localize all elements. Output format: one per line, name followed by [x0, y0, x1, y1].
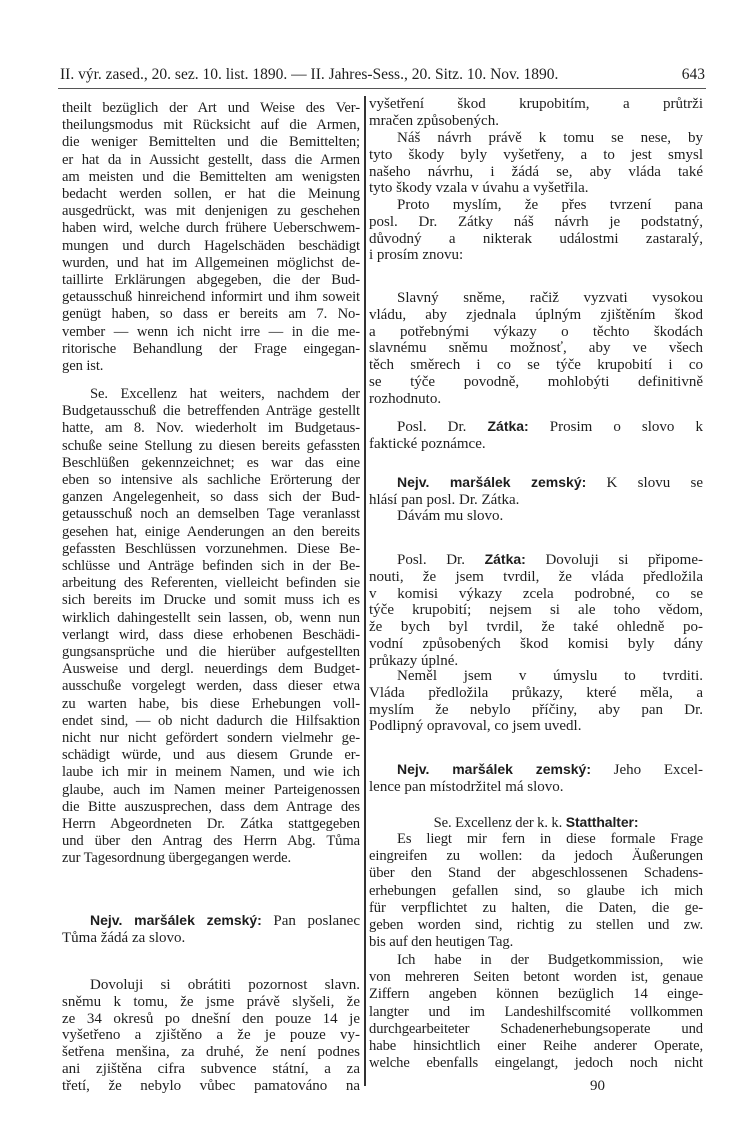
text-line: arbeitung des Referenten, vielleicht befinden sie — [62, 575, 360, 592]
text-line: týče krupobití; nejsem si ale toho vědom, — [369, 602, 703, 619]
text-line: nouti, že jsem tvrdil, že vláda předložila — [369, 568, 703, 585]
speaker-name: Nejv. maršálek zemský: — [90, 912, 262, 928]
text-line: šetřena menšina, za druhé, že není podnes — [62, 1044, 360, 1061]
text-line: zu warten habe, bis diese Erhebungen voll- — [62, 695, 360, 712]
text-line: faktické poznámce. — [369, 435, 486, 452]
text-line: taillirte Erklärungen abgegeben, die der Bud- — [62, 272, 360, 289]
speech-text: K slovu se — [586, 475, 703, 491]
text-line: durchgearbeiteter Schadenerhebungsoperate und — [369, 1020, 703, 1037]
text-line: theilt bezüglich der Art und Weise des Ver- — [62, 100, 360, 116]
text-line: Podlipný opravoval, co jsem uvedl. — [369, 718, 582, 735]
text-line: die weniger Bemittelten und die Bemittelten; — [62, 134, 360, 151]
paragraph — [369, 197, 703, 264]
paragraph — [369, 508, 703, 525]
paragraph — [369, 96, 703, 130]
text-line: ani zjištěna cifra subvence státní, a za — [62, 1060, 360, 1077]
text-line: sich bereits im Drucke und somit muss ich es — [62, 592, 360, 609]
text-line: Vláda předložila průkazy, které měla, a — [369, 684, 703, 701]
text-line: tyto škody vzala v úvahu a vyšetřila. — [369, 180, 589, 197]
speaker-paragraph — [369, 474, 703, 509]
text-line: genügt haben, so dass er bereits am 7. No- — [62, 306, 360, 323]
text-line: vember — wenn ich nicht irre — in die me- — [62, 323, 360, 340]
paragraph — [369, 952, 703, 1072]
running-header — [60, 60, 705, 84]
text-line: Dávám mu slovo. — [397, 508, 504, 524]
text-line: glaube, auch im Namen meiner Parteigenossen — [62, 781, 360, 798]
text-line: mračen způsobených. — [369, 112, 499, 129]
text-line: welche ebenfalls eingelangt, jedoch noch nicht — [369, 1055, 703, 1072]
speaker-prefix: Posl. Dr. — [397, 419, 488, 435]
text-line: am meisten und die Bemittelten am wenigsten — [62, 168, 360, 185]
speaker-name: Zátka: — [487, 418, 529, 434]
paragraph — [369, 831, 703, 951]
text-line — [369, 761, 703, 779]
text-line: Proto myslím, že přes tvrzení pana — [397, 197, 703, 213]
text-line: eingreifen zu wollen: da jedoch Äußerungen — [369, 848, 703, 865]
text-line: die Bitte auszusprechen, dass dem Antrage des — [62, 798, 360, 815]
text-line: gefassten Beschlüssen vorzunehmen. Diese Be- — [62, 540, 360, 557]
speaker-name: Statthalter: — [565, 814, 639, 830]
text-line: bis auf den heutigen Tag. — [369, 934, 514, 951]
text-line: getausschuß noch an demselben Tage veranlasst — [62, 506, 360, 523]
text-line: schuße seine Stellung zu diesen bereits gefassten — [62, 437, 360, 454]
text-line: ausschuße vorgelegt werden, dass dieser etwa — [62, 678, 360, 695]
text-line: a potřebnými výkazy o těchto škodách — [369, 323, 703, 340]
text-line: gungsansprüche und die hierüber aufgestellten — [62, 644, 360, 661]
speaker-paragraph — [369, 814, 703, 832]
text-line: er hat da in Aussicht gestellt, dass die Armen — [62, 151, 360, 168]
text-line — [369, 551, 703, 569]
column-divider — [364, 96, 366, 1086]
text-line: schlüsse und Anträge befinden sich in der Be- — [62, 558, 360, 575]
text-line: se týče povodně, mohlobýti definitivně — [369, 373, 703, 390]
text-line: langter und im Landeshilfscomité vollkommen — [369, 1003, 703, 1020]
text-line: und über den Antrag des Herrn Abg. Tůma — [62, 833, 360, 850]
text-line: vodní způsobených škod komisi byly dány — [369, 635, 703, 652]
text-line: sněmu k tomu, že jsme právě slyšeli, že — [62, 993, 360, 1010]
text-line: třetí, že nebylo vůbec pamatováno na — [62, 1077, 360, 1094]
paragraph — [62, 386, 360, 868]
text-line: lence pan místodržitel má slovo. — [369, 778, 564, 795]
text-line — [369, 814, 703, 832]
text-line: Dovoluji si obrátiti pozornost slavn. — [90, 977, 360, 993]
text-line: tyto škody byly vyšetřeny, a to jest smysl — [369, 146, 703, 163]
page-number: 643 — [681, 66, 705, 83]
text-line — [62, 912, 360, 930]
speaker-name: Zátka: — [484, 551, 526, 567]
speaker-paragraph — [369, 551, 703, 670]
text-line: v komisi výkazy zcela podrobné, co se — [369, 585, 703, 602]
text-line: Tůma žádá za slovo. — [62, 929, 186, 946]
text-line: nicht nur nicht gefördert sondern vielmehr ge- — [62, 730, 360, 747]
text-line: těch směrech i co se týče krupobití i co — [369, 357, 703, 374]
text-line: Se. Excellenz hat weiters, nachdem der — [90, 386, 360, 402]
text-line: von mehreren Seiten betont worden ist, genaue — [369, 969, 703, 986]
text-line: mungen und durch Hagelschäden beschädigt — [62, 237, 360, 254]
text-line: schädigt würde, und aus diesem Grunde er- — [62, 747, 360, 764]
text-line: zur Tagesordnung übergegangen werde. — [62, 850, 292, 867]
text-line: hlásí pan posl. Dr. Zátka. — [369, 491, 520, 508]
text-line: i prosím znovu: — [369, 247, 464, 264]
text-line: erhebungen gefallen sind, so glaube ich mich — [369, 882, 703, 899]
text-line: über den Stand der abgeschlossenen Schadens- — [369, 865, 703, 882]
text-line: ze 34 okresů po dnešní den pouze 14 je — [62, 1010, 360, 1027]
text-line: gesehen hat, einige Aenderungen an den bereits — [62, 523, 360, 540]
speech-text: Pan poslanec — [261, 913, 360, 929]
text-line: Es liegt mir fern in diese formale Frage — [397, 831, 703, 847]
paragraph — [369, 130, 703, 197]
text-line — [369, 474, 703, 492]
text-line: Slavný sněme, račiž vyzvati vysokou — [397, 290, 703, 306]
text-line: důvodný a nikterak událostmi zastaralý, — [369, 230, 703, 247]
speaker-name: Nejv. maršálek zemský: — [397, 474, 587, 490]
text-line: bedacht werden sollen, er hat die Meinung — [62, 186, 360, 203]
text-line: getausschuß hinreichend informirt und ihm soweit — [62, 289, 360, 306]
speaker-prefix: Se. Excellenz der k. k. — [433, 815, 566, 831]
text-line: Ausweise und dergl. neuerdings dem Budget- — [62, 661, 360, 678]
speaker-paragraph — [369, 418, 703, 453]
text-line: posl. Dr. Zátky náš návrh je podstatný, — [369, 213, 703, 230]
text-line: laube ich mir in meinem Namen, und wie ich — [62, 764, 360, 781]
paragraph — [369, 290, 703, 408]
text-line: že bych byl tvrdil, že také ohledně po- — [369, 619, 703, 636]
text-line: našeho návrhu, i žádá se, aby vláda také — [369, 163, 703, 180]
header-title: II. výr. zased., 20. sez. 10. list. 1890. — II. Jahres-Sess., 20. Sitz. 10. Nov. 1890. — [60, 66, 559, 83]
text-line: wirklich dahingestellt sein lassen, ob, wenn nun — [62, 609, 360, 626]
text-line: rozhodnuto. — [369, 390, 442, 407]
text-line: ritorische Behandlung der Frage eingegan- — [62, 340, 360, 357]
speaker-paragraph — [369, 761, 703, 796]
text-line: Herrn Abgeordneten Dr. Zátka stattgegeben — [62, 816, 360, 833]
text-line: wurden, und hat im Allgemeinen möglichst de- — [62, 254, 360, 271]
paragraph — [62, 977, 360, 1095]
paragraph — [62, 100, 360, 375]
text-line: ausgedrückt, was mit denjenigen zu geschehen — [62, 203, 360, 220]
speaker-prefix: Posl. Dr. — [397, 552, 485, 568]
text-line: průkazy úplné. — [369, 652, 459, 669]
text-line: geben worden sind, richtig zu stellen und zw. — [369, 917, 703, 934]
text-line: Ziffern angeben können bezüglich 14 einge- — [369, 986, 703, 1003]
header-rule — [58, 88, 706, 89]
speech-text: Prosim o slovo k — [528, 419, 703, 435]
text-line: endet sind, — ob nicht dadurch die Hilfsaktion — [62, 712, 360, 729]
text-line: verlangt wird, dass diese erhobenen Beschädi- — [62, 626, 360, 643]
text-line: slavnému sněmu možnosť, aby ve všech — [369, 340, 703, 357]
text-line: hatte, am 8. Nov. wiederholt im Budgetaus- — [62, 420, 360, 437]
text-line: vládu, aby zjednala úplným zjištěním škod — [369, 306, 703, 323]
paragraph — [369, 668, 703, 735]
text-line: eben so intensive als sachliche Erörterung der — [62, 472, 360, 489]
text-line: Beschlüßen gekennzeichnet; es war das eine — [62, 454, 360, 471]
speech-text: Dovoluji si připome- — [525, 552, 703, 568]
speech-text: Jeho Excel- — [591, 762, 703, 778]
text-line: Budgetausschuß die betreffenden Anträge gestellt — [62, 403, 360, 420]
text-line: Neměl jsem v úmyslu to tvrditi. — [397, 668, 703, 684]
text-line: für verpflichtet zu halten, die Daten, die ge- — [369, 899, 703, 916]
speaker-name: Nejv. maršálek zemský: — [397, 761, 592, 777]
speaker-paragraph — [62, 912, 360, 947]
text-line: Náš návrh právě k tomu se nese, by — [397, 130, 703, 146]
text-line: myslím že nebylo příčiny, aby pan Dr. — [369, 701, 703, 718]
text-line: ganzen Angelegenheit, so dass sich der Bud- — [62, 489, 360, 506]
text-line: theilungsmodus mit Rücksicht auf die Armen, — [62, 117, 360, 134]
text-line: vyšetřeno a zjištěno a že je pouze vy- — [62, 1027, 360, 1044]
text-line: vyšetření škod krupobitím, a průtrži — [369, 96, 703, 112]
text-line: habe hinsichtlich einer Reihe anderer Operate, — [369, 1038, 703, 1055]
text-line — [369, 418, 703, 436]
text-line: gen ist. — [62, 358, 104, 375]
text-line: Ich habe in der Budgetkommission, wie — [397, 952, 703, 968]
sheet-number: 90 — [590, 1078, 605, 1094]
text-line: haben wird, welche durch frühere Ueberschwem- — [62, 220, 360, 237]
